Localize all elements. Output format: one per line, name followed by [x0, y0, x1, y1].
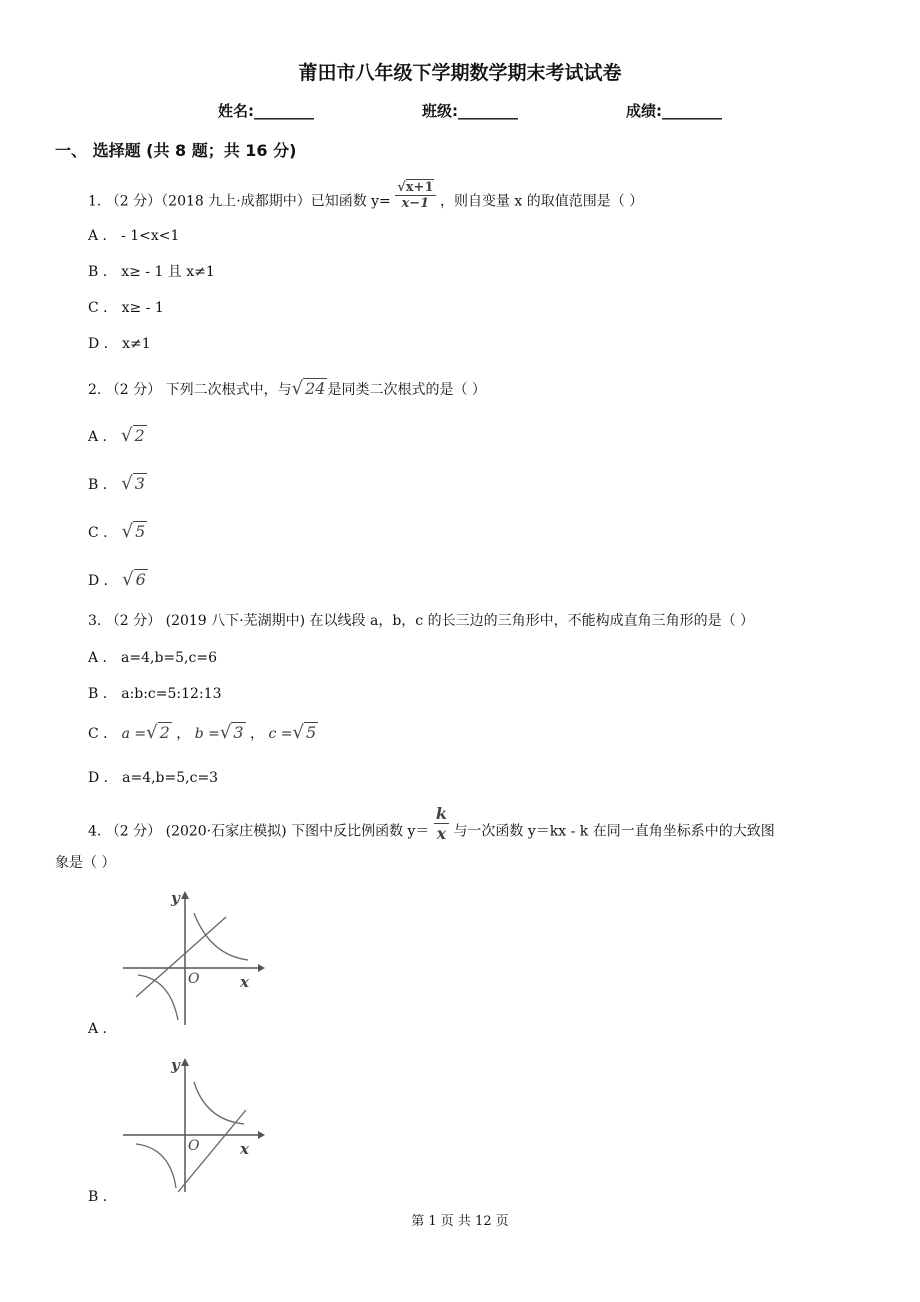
q4-stem-line2: 象是（ ）: [55, 855, 116, 871]
q2-option-a: A ． √ 2: [88, 425, 145, 446]
question-4: [88, 804, 775, 851]
q1-fraction: [395, 180, 435, 211]
q1-frac-denominator: x−1: [401, 196, 430, 211]
q1-option-d: D ． x≠1: [88, 336, 151, 352]
hyperbola-branch-2: [136, 1144, 176, 1188]
section-heading: 一、 选择题 (共 8 题；共 16 分): [55, 141, 297, 160]
q2-stem-suffix: 是同类二次根式的是（ ）: [327, 382, 486, 398]
q4-fraction: $\frac{k}{x}$: [435, 804, 447, 843]
q2-radical: √ 24: [291, 378, 326, 399]
q1-stem-suffix: ，则自变量 x 的取值范围是（ ）: [439, 193, 644, 210]
y-axis-arrow: [181, 891, 189, 899]
x-axis-label: x: [240, 973, 249, 991]
q3-option-c: C ． a =√ 2 ， b =√ 3 ， c =√ 5: [88, 722, 317, 743]
page-footer: 第 1 页 共 12 页: [411, 1214, 509, 1229]
origin-label: O: [188, 1138, 200, 1154]
score-field-label: 成绩:________: [626, 102, 722, 120]
x-axis-arrow: [258, 964, 265, 972]
q4-option-b: B ．: [88, 1189, 117, 1205]
q4-graph-b: [118, 1052, 268, 1197]
hyperbola-branch-1: [194, 913, 248, 960]
origin-label: O: [188, 971, 200, 987]
question-3: 3. （2 分） (2019 八下·芜湖期中) 在以线段 a，b，c 的长三边的三角形中，不能构成直角三角形的是（ ）: [88, 613, 755, 629]
q1-frac-numerator: √x+1: [397, 180, 434, 195]
hyperbola-branch-2: [138, 975, 178, 1020]
q3-option-b: B ． a:b:c=5:12:13: [88, 686, 222, 702]
q1-option-a: A ． - 1<x<1: [88, 228, 180, 244]
class-field-label: 班级:________: [422, 102, 518, 120]
question-2: [88, 378, 486, 399]
q3-option-a: A ． a=4,b=5,c=6: [88, 650, 217, 666]
q1-option-b: B ． x≥ - 1 且 x≠1: [88, 264, 215, 280]
q2-option-d: D ． √ 6: [88, 569, 146, 590]
question-1: [88, 180, 644, 217]
exam-title: 莆田市八年级下学期数学期末考试试卷: [298, 62, 622, 84]
q1-option-c: C ． x≥ - 1: [88, 300, 164, 316]
q1-stem-prefix: 1. （2 分）（2018 九上·成都期中）已知函数 y=: [88, 193, 391, 210]
q4-stem-prefix: 4. （2 分） (2020·石家庄模拟) 下图中反比例函数 y＝: [88, 823, 430, 840]
q2-option-b: B ． √ 3: [88, 473, 145, 494]
y-axis-label: y: [171, 1056, 180, 1074]
q4-option-a: A ．: [88, 1021, 117, 1037]
y-axis-arrow: [181, 1058, 189, 1066]
linear-function-line: [136, 917, 226, 997]
y-axis-label: y: [171, 889, 180, 907]
hyperbola-branch-1: [194, 1082, 244, 1124]
q3-option-d: D ． a=4,b=5,c=3: [88, 770, 219, 786]
name-field-label: 姓名:________: [218, 102, 314, 120]
x-axis-arrow: [258, 1131, 265, 1139]
q2-stem-prefix: 2. （2 分） 下列二次根式中，与: [88, 382, 292, 398]
q4-graph-a: [118, 885, 268, 1030]
q4-stem-suffix: 与一次函数 y＝kx - k 在同一直角坐标系中的大致图: [453, 823, 775, 840]
x-axis-label: x: [240, 1140, 249, 1158]
q2-option-c: C ． √ 5: [88, 521, 146, 542]
